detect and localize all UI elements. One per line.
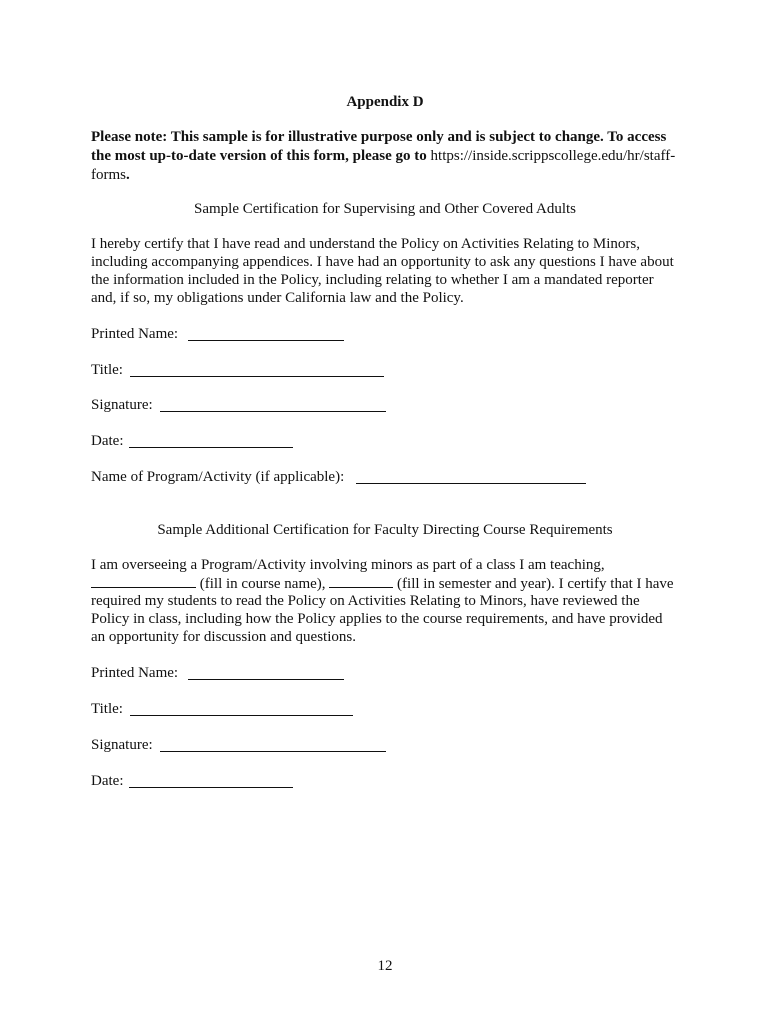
printed-name-label-2: Printed Name:: [91, 665, 179, 681]
note-line-1: Please note: This sample is for illustrative purpose only and is subject to change. To access: [91, 129, 667, 145]
appendix-heading: Appendix D: [346, 94, 424, 110]
semester-year-hint: (fill in semester and year). I certify that I have: [393, 576, 674, 592]
printed-name-field-2[interactable]: [188, 679, 344, 680]
section-2-paragraph-line: required my students to read the Policy on Activities Relating to Minors, have reviewed the: [91, 593, 640, 609]
date-label: Date:: [91, 433, 124, 449]
program-activity-field[interactable]: [356, 483, 586, 484]
section-1-paragraph-line: I hereby certify that I have read and understand the Policy on Activities Relating to Minors,: [91, 236, 641, 252]
note-line-2: [91, 147, 675, 166]
title-field-2[interactable]: [130, 715, 353, 716]
note-period: .: [126, 167, 130, 183]
forms-url-link-continued[interactable]: forms: [91, 167, 126, 183]
section-2-paragraph-line: an opportunity for discussion and questions.: [91, 629, 356, 645]
printed-name-field[interactable]: [188, 340, 344, 341]
printed-name-label: Printed Name:: [91, 326, 179, 342]
section-1-paragraph-line: and, if so, my obligations under California law and the Policy.: [91, 290, 464, 306]
section-1-paragraph-line: the information included in the Policy, including relating to whether I am a mandated reporter: [91, 272, 654, 288]
program-activity-label: Name of Program/Activity (if applicable):: [91, 469, 345, 485]
section-2-title: Sample Additional Certification for Faculty Directing Course Requirements: [157, 522, 613, 538]
signature-field-2[interactable]: [160, 751, 386, 752]
signature-label-2: Signature:: [91, 737, 153, 753]
course-name-field[interactable]: [91, 575, 196, 588]
section-1-title: Sample Certification for Supervising and Other Covered Adults: [193, 201, 576, 217]
semester-year-field[interactable]: [329, 575, 393, 588]
page-number: 12: [377, 958, 393, 974]
date-field-2[interactable]: [129, 787, 293, 788]
section-2-paragraph-line: I am overseeing a Program/Activity involving minors as part of a class I am teaching,: [91, 557, 605, 573]
section-2-paragraph-line: Policy in class, including how the Policy applies to the course requirements, and have provided: [91, 611, 663, 627]
signature-field[interactable]: [160, 411, 386, 412]
forms-url-link[interactable]: https://inside.scrippscollege.edu/hr/staff-: [430, 148, 676, 164]
note-line-2-text: the most up-to-date version of this form, please go to: [91, 148, 431, 164]
section-2-paragraph-line-2: [91, 575, 674, 593]
date-field[interactable]: [129, 447, 293, 448]
title-label-2: Title:: [91, 701, 123, 717]
title-label: Title:: [91, 362, 123, 378]
signature-label: Signature:: [91, 397, 153, 413]
note-line-3: [91, 166, 130, 185]
section-1-paragraph-line: including accompanying appendices. I have had an opportunity to ask any questions I have about: [91, 254, 674, 270]
title-field[interactable]: [130, 376, 384, 377]
course-name-hint: (fill in course name),: [196, 576, 330, 592]
date-label-2: Date:: [91, 773, 124, 789]
